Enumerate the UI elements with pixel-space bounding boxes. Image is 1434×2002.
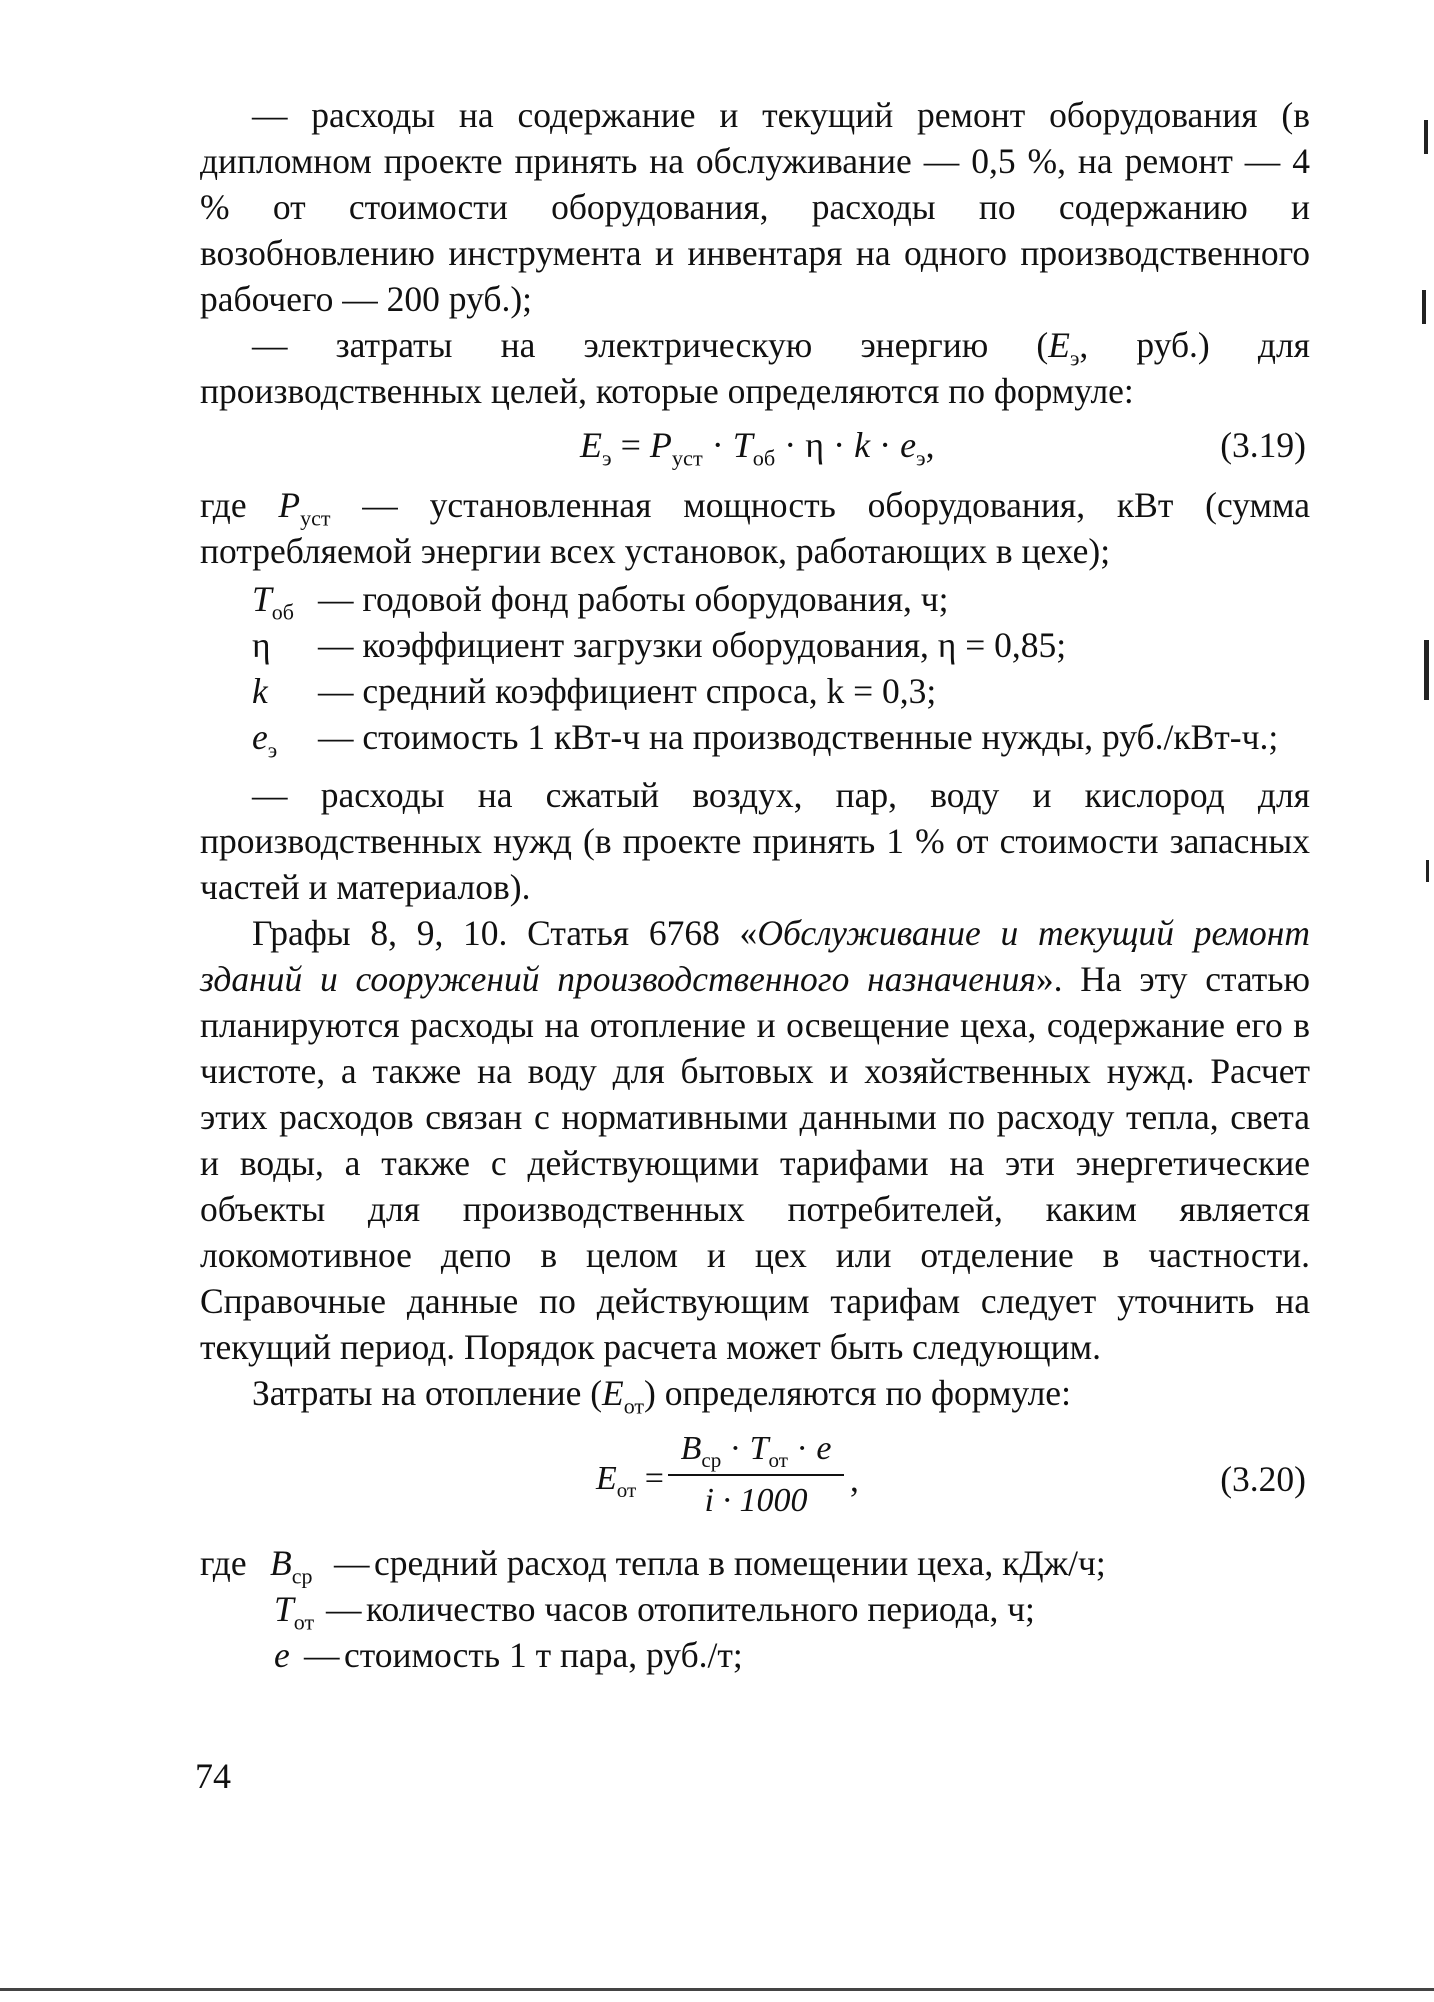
definition-row: где $B_{ср}$ — средний расход тепла в помещении цеха, кДж/ч; [200, 1543, 1106, 1589]
scan-edge-mark [1426, 860, 1429, 882]
paragraph-heating-costs: Затраты на отопление $(E_{от})$ определяются по формуле: [252, 1373, 1071, 1419]
definition-row: $e_э$ — стоимость 1 кВт-ч на производственные нужды, руб./кВт-ч.; [252, 717, 1279, 763]
definition-row: e — стоимость 1 т пара, руб./т; [274, 1635, 743, 1675]
formula-3-19-expression: $E_э = P_{уст} \cdot T_{об} \cdot \eta \cdot k \cdot e_э$, [580, 425, 935, 471]
paragraph-equipment-costs: — расходы на содержание и текущий ремонт оборудования (в дипломном проекте принять на обслуживание — 0,5 %, на ремонт — 4 % от стоимости оборудования, расходы по содержанию и возобновлению инструмента и инвентаря на одного производственного рабочего — 200 руб.); [200, 95, 1310, 319]
formula-3-20: $E_{от}$ = $B_{ср} \cdot T_{от} \cdot e$ i · 1000 , (3.20) [200, 1426, 1310, 1536]
formula-3-20-lhs: $E_{от}$ = [596, 1460, 664, 1502]
page-number: 74 [195, 1756, 231, 1796]
scan-edge-mark [1422, 290, 1426, 324]
paragraph-article-6768: Графы 8, 9, 10. Статья 6768 «Обслуживание и текущий ремонт зданий и сооружений производственного назначения». На эту статью планируются расходы на отопление и освещение цеха, содержание его в чистоте, а также на воду для бытовых и хозяйственных нужд. Расчет этих расходов связан с нормативными данными по расходу тепла, света и воды, а также с действующими тарифами на эти энергетические объекты для производственных потребителей, каким является локомотивное депо в целом и цех или отделение в частности. Справочные данные по действующим тарифам следует уточнить на текущий период. Порядок расчета может быть следующим. [200, 913, 1310, 1367]
formula-3-20-fraction [668, 1426, 844, 1522]
scan-bottom-edge [0, 1988, 1434, 1991]
page-content [200, 92, 1310, 1678]
paragraph-compressed-air: — расходы на сжатый воздух, пар, воду и кислород для производственных нужд (в проекте принять 1 % от стоимости запасных частей и материалов). [200, 775, 1310, 907]
definitions-3-19 [200, 576, 1310, 763]
definition-row: $T_{от}$ — количество часов отопительного периода, ч; [274, 1589, 1035, 1635]
definition-row: η — коэффициент загрузки оборудования, η = 0,85; [252, 625, 1067, 665]
formula-3-20-number: (3.20) [1220, 1459, 1306, 1499]
definition-power: где $P_{уст}$ — установленная мощность оборудования, кВт (сумма потребляемой энергии всех установок, работающих в цехе); [200, 485, 1310, 571]
formula-3-20-denominator: i · 1000 [704, 1482, 808, 1519]
formula-3-20-numerator: $B_{ср} \cdot T_{от} \cdot e$ [680, 1430, 832, 1472]
definitions-3-20 [200, 1540, 1310, 1678]
definition-row: $T_{об}$ — годовой фонд работы оборудования, ч; [252, 579, 949, 625]
scan-edge-mark [1424, 120, 1428, 154]
paragraph-electricity-costs: — затраты на электрическую энергию ($E_э$, руб.) для производственных целей, которые определяются по формуле: [200, 325, 1311, 411]
definition-row: k — средний коэффициент спроса, k = 0,3; [252, 671, 937, 711]
formula-3-19-number: (3.19) [1220, 425, 1306, 465]
formula-3-19 [200, 418, 1310, 476]
scan-edge-mark [1424, 640, 1429, 700]
